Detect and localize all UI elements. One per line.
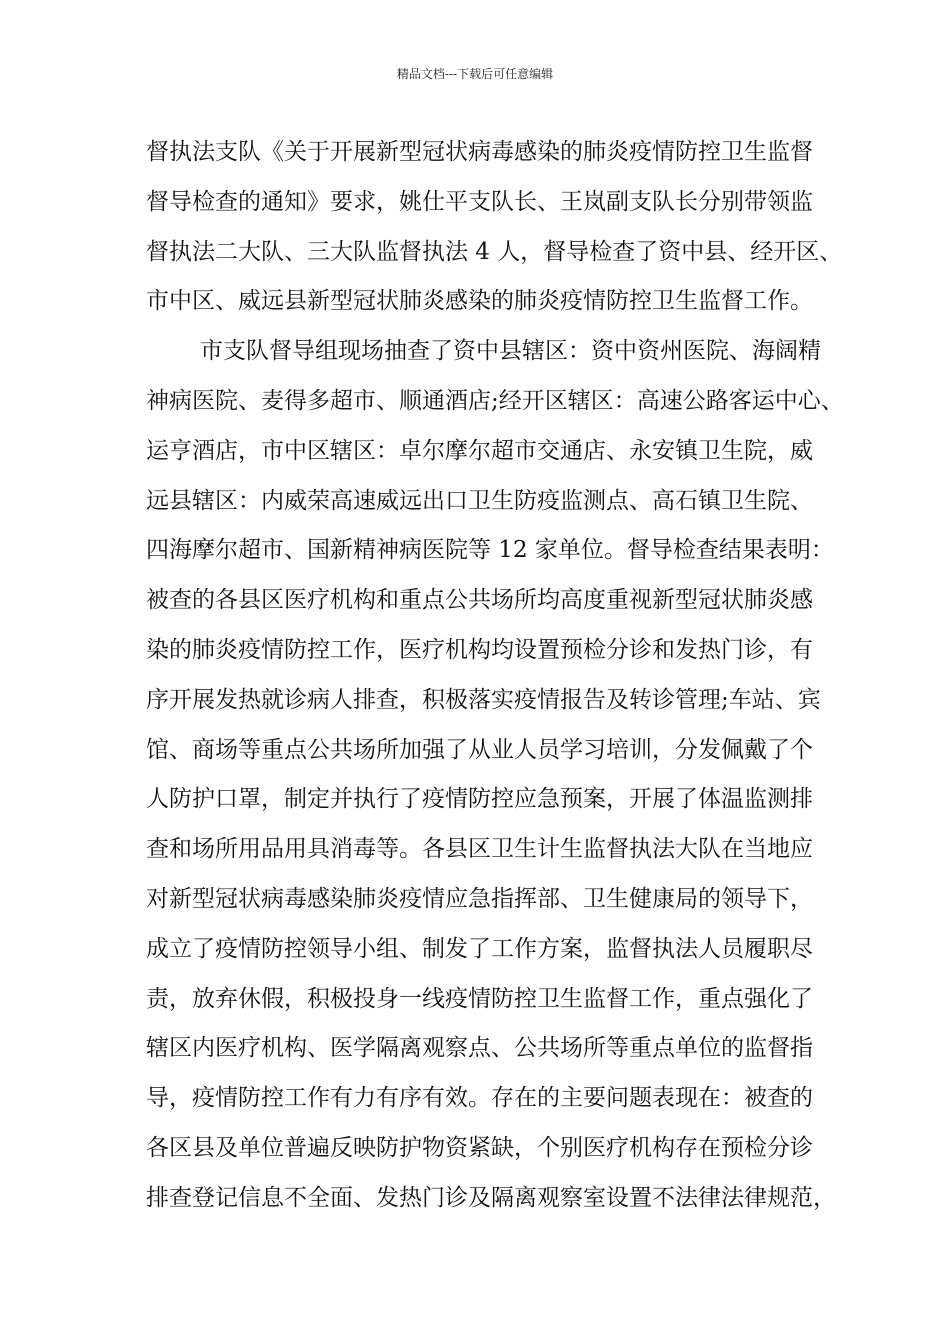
text-line: 被查的各县区医疗机构和重点公共场所均高度重视新型冠状肺炎感 [146, 587, 813, 614]
text-line: 责，放弃休假，积极投身一线疫情防控卫生监督工作，重点强化了 [146, 985, 813, 1012]
page-header: 精品文档---下载后可任意编辑 [396, 67, 554, 81]
text-line: 人防护口罩，制定并执行了疫情防控应急预案，开展了体温监测排 [146, 786, 813, 813]
text-line: 市中区、威远县新型冠状肺炎感染的肺炎疫情防控卫生监督工作。 [146, 288, 813, 315]
text-line: 染的肺炎疫情防控工作，医疗机构均设置预检分诊和发热门诊，有 [146, 636, 813, 663]
text-line: 各区县及单位普遍反映防护物资紧缺，个别医疗机构存在预检分诊 [146, 1134, 813, 1161]
text-line: 四海摩尔超市、国新精神病医院等 12 家单位。督导检查结果表明： [146, 537, 834, 564]
text-line: 查和场所用品用具消毒等。各县区卫生计生监督执法大队在当地应 [146, 836, 813, 863]
text-line: 督执法支队《关于开展新型冠状病毒感染的肺炎疫情防控卫生监督 [146, 139, 813, 165]
text-line: 馆、商场等重点公共场所加强了从业人员学习培训，分发佩戴了个 [146, 736, 813, 763]
text-line: 运亨酒店，市中区辖区：卓尔摩尔超市交通店、永安镇卫生院，威 [146, 437, 813, 464]
text-line: 对新型冠状病毒感染肺炎疫情应急指挥部、卫生健康局的领导下， [146, 885, 813, 912]
text-line: 督导检查的通知》要求，姚仕平支队长、王岚副支队长分别带领监 [146, 188, 813, 215]
text-line: 督执法二大队、三大队监督执法 4 人，督导检查了资中县、经开区、 [146, 238, 843, 265]
text-line: 导，疫情防控工作有力有序有效。存在的主要问题表现在：被查的 [146, 1085, 813, 1112]
text-line: 排查登记信息不全面、发热门诊及隔离观察室设置不法律法律规范， [146, 1184, 836, 1211]
text-line: 成立了疫情防控领导小组、制发了工作方案，监督执法人员履职尽 [146, 935, 813, 962]
text-line: 序开展发热就诊病人排查，积极落实疫情报告及转诊管理;车站、宾 [146, 686, 821, 713]
text-line: 神病医院、麦得多超市、顺通酒店;经开区辖区：高速公路客运中心、 [146, 387, 844, 414]
document-body [146, 128, 844, 1224]
text-line: 远县辖区：内威荣高速威远出口卫生防疫监测点、高石镇卫生院、 [146, 487, 813, 514]
text-line: 辖区内医疗机构、医学隔离观察点、公共场所等重点单位的监督指 [146, 1035, 813, 1062]
paragraph-first-line: 市支队督导组现场抽查了资中县辖区：资中资州医院、海阔精 [200, 338, 821, 365]
